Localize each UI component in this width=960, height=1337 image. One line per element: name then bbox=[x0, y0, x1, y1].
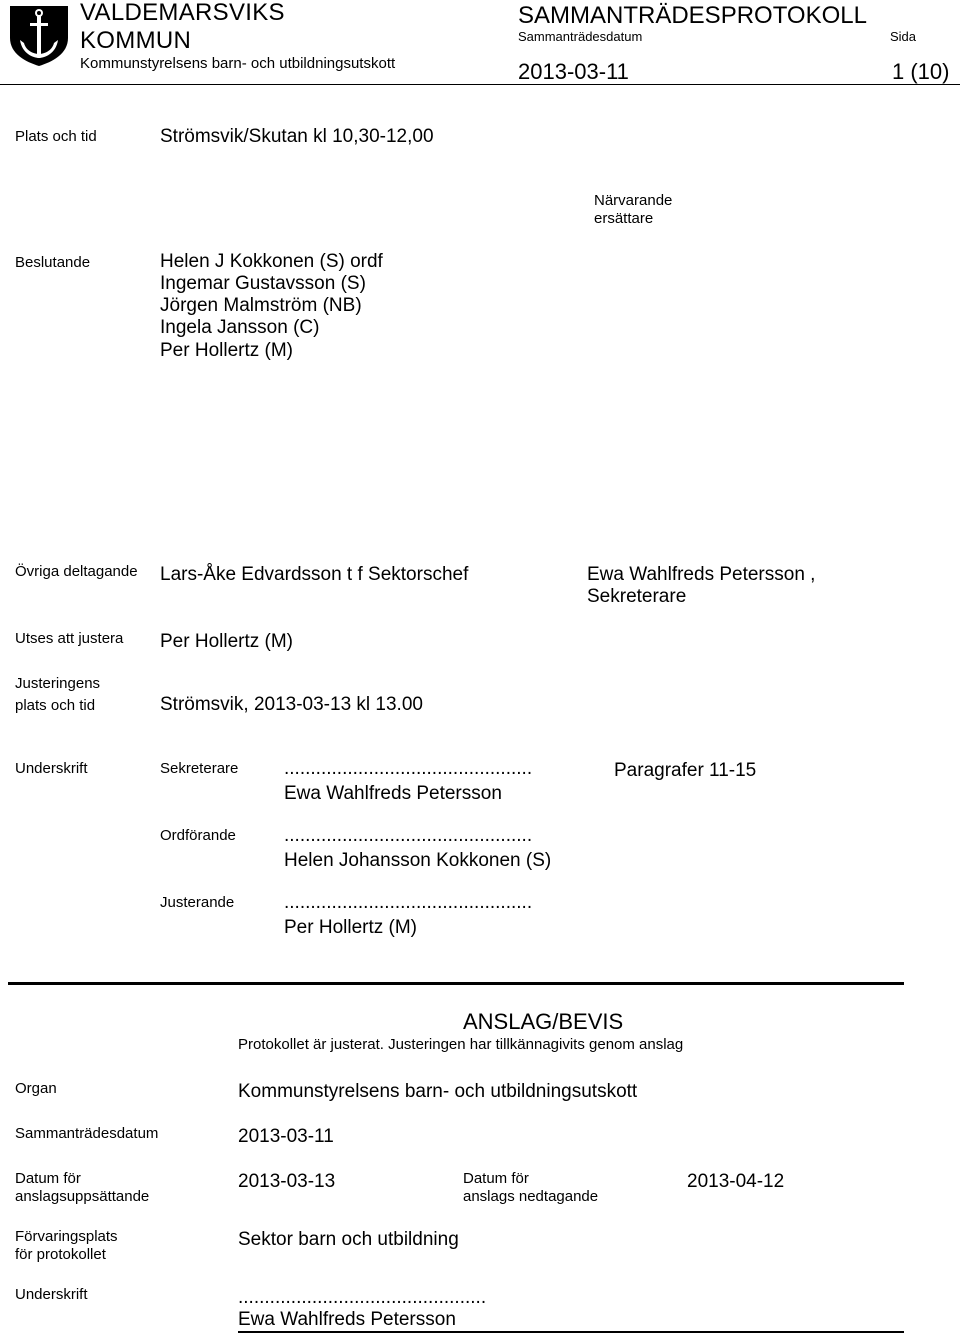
organ-label: Organ bbox=[15, 1080, 57, 1097]
adjuster-value: Per Hollertz (M) bbox=[160, 631, 294, 652]
place-value: Strömsvik/Skutan kl 10,30-12,00 bbox=[160, 126, 434, 147]
deciding-member: Per Hollertz (M) bbox=[160, 340, 294, 361]
meeting-date-value: 2013-03-11 bbox=[238, 1126, 334, 1147]
adjuster-label: Utses att justera bbox=[15, 630, 124, 647]
others-label: Övriga deltagande bbox=[15, 563, 138, 580]
signature-line: ............................................... bbox=[284, 758, 533, 779]
notice-signature-label: Underskrift bbox=[15, 1286, 88, 1303]
deciding-label: Beslutande bbox=[15, 254, 91, 271]
deciding-member: Jörgen Malmström (NB) bbox=[160, 295, 362, 316]
organ-value: Kommunstyrelsens barn- och utbildningsutskott bbox=[238, 1081, 638, 1102]
notice-title: ANSLAG/BEVIS bbox=[463, 1009, 624, 1034]
adjust-place-value: Strömsvik, 2013-03-13 kl 13.00 bbox=[160, 694, 423, 715]
signature-label: Underskrift bbox=[15, 760, 88, 777]
place-label: Plats och tid bbox=[15, 128, 97, 145]
others-value-secretary: Ewa Wahlfreds Petersson , Sekreterare bbox=[587, 564, 816, 607]
adjust-place-label: plats och tid bbox=[15, 697, 96, 714]
secretary-role: Sekreterare bbox=[160, 760, 239, 777]
removal-value: 2013-04-12 bbox=[687, 1171, 785, 1192]
storage-value: Sektor barn och utbildning bbox=[238, 1229, 459, 1250]
chair-name: Helen Johansson Kokkonen (S) bbox=[284, 850, 552, 871]
bottom-divider bbox=[238, 1331, 904, 1333]
posting-label: Datum för anslagsuppsättande bbox=[15, 1170, 150, 1205]
adjuster-name: Per Hollertz (M) bbox=[284, 917, 418, 938]
deciding-member: Helen J Kokkonen (S) ordf bbox=[160, 251, 383, 272]
secretary-name: Ewa Wahlfreds Petersson bbox=[284, 783, 502, 804]
deciding-member: Ingemar Gustavsson (S) bbox=[160, 273, 366, 294]
adjuster-role: Justerande bbox=[160, 894, 235, 911]
meeting-date-label: Sammanträdesdatum bbox=[15, 1125, 159, 1142]
date-label: Sammanträdesdatum bbox=[518, 29, 643, 44]
chair-role: Ordförande bbox=[160, 827, 236, 844]
posting-value: 2013-03-13 bbox=[238, 1171, 336, 1192]
notice-signature-name: Ewa Wahlfreds Petersson bbox=[238, 1309, 456, 1330]
org-name-line2: KOMMUN bbox=[80, 27, 192, 54]
notice-subtitle: Protokollet är justerat. Justeringen har tillkännagivits genom anslag bbox=[238, 1036, 684, 1053]
document-type: SAMMANTRÄDESPROTOKOLL bbox=[518, 2, 867, 29]
page-number: 1 (10) bbox=[892, 59, 950, 84]
header-divider bbox=[0, 84, 960, 85]
storage-label: Förvaringsplats för protokollet bbox=[15, 1228, 118, 1263]
deciding-member: Ingela Jansson (C) bbox=[160, 317, 320, 338]
org-name-line1: VALDEMARSVIKS bbox=[80, 0, 285, 26]
signature-line: ............................................... bbox=[284, 825, 533, 846]
signature-line: ............................................... bbox=[238, 1287, 487, 1308]
municipality-logo bbox=[6, 2, 72, 68]
others-value: Lars-Åke Edvardsson t f Sektorschef bbox=[160, 564, 469, 585]
org-unit: Kommunstyrelsens barn- och utbildningsutskott bbox=[80, 55, 396, 72]
signature-line: ............................................... bbox=[284, 892, 533, 913]
meeting-date: 2013-03-11 bbox=[518, 59, 629, 84]
page-label: Sida bbox=[890, 29, 917, 44]
substitutes-label: Närvarande ersättare bbox=[594, 192, 673, 227]
paragraphs: Paragrafer 11-15 bbox=[614, 760, 757, 781]
section-divider bbox=[8, 982, 904, 985]
adjust-place-label: Justeringens bbox=[15, 675, 101, 692]
removal-label: Datum för anslags nedtagande bbox=[463, 1170, 599, 1205]
